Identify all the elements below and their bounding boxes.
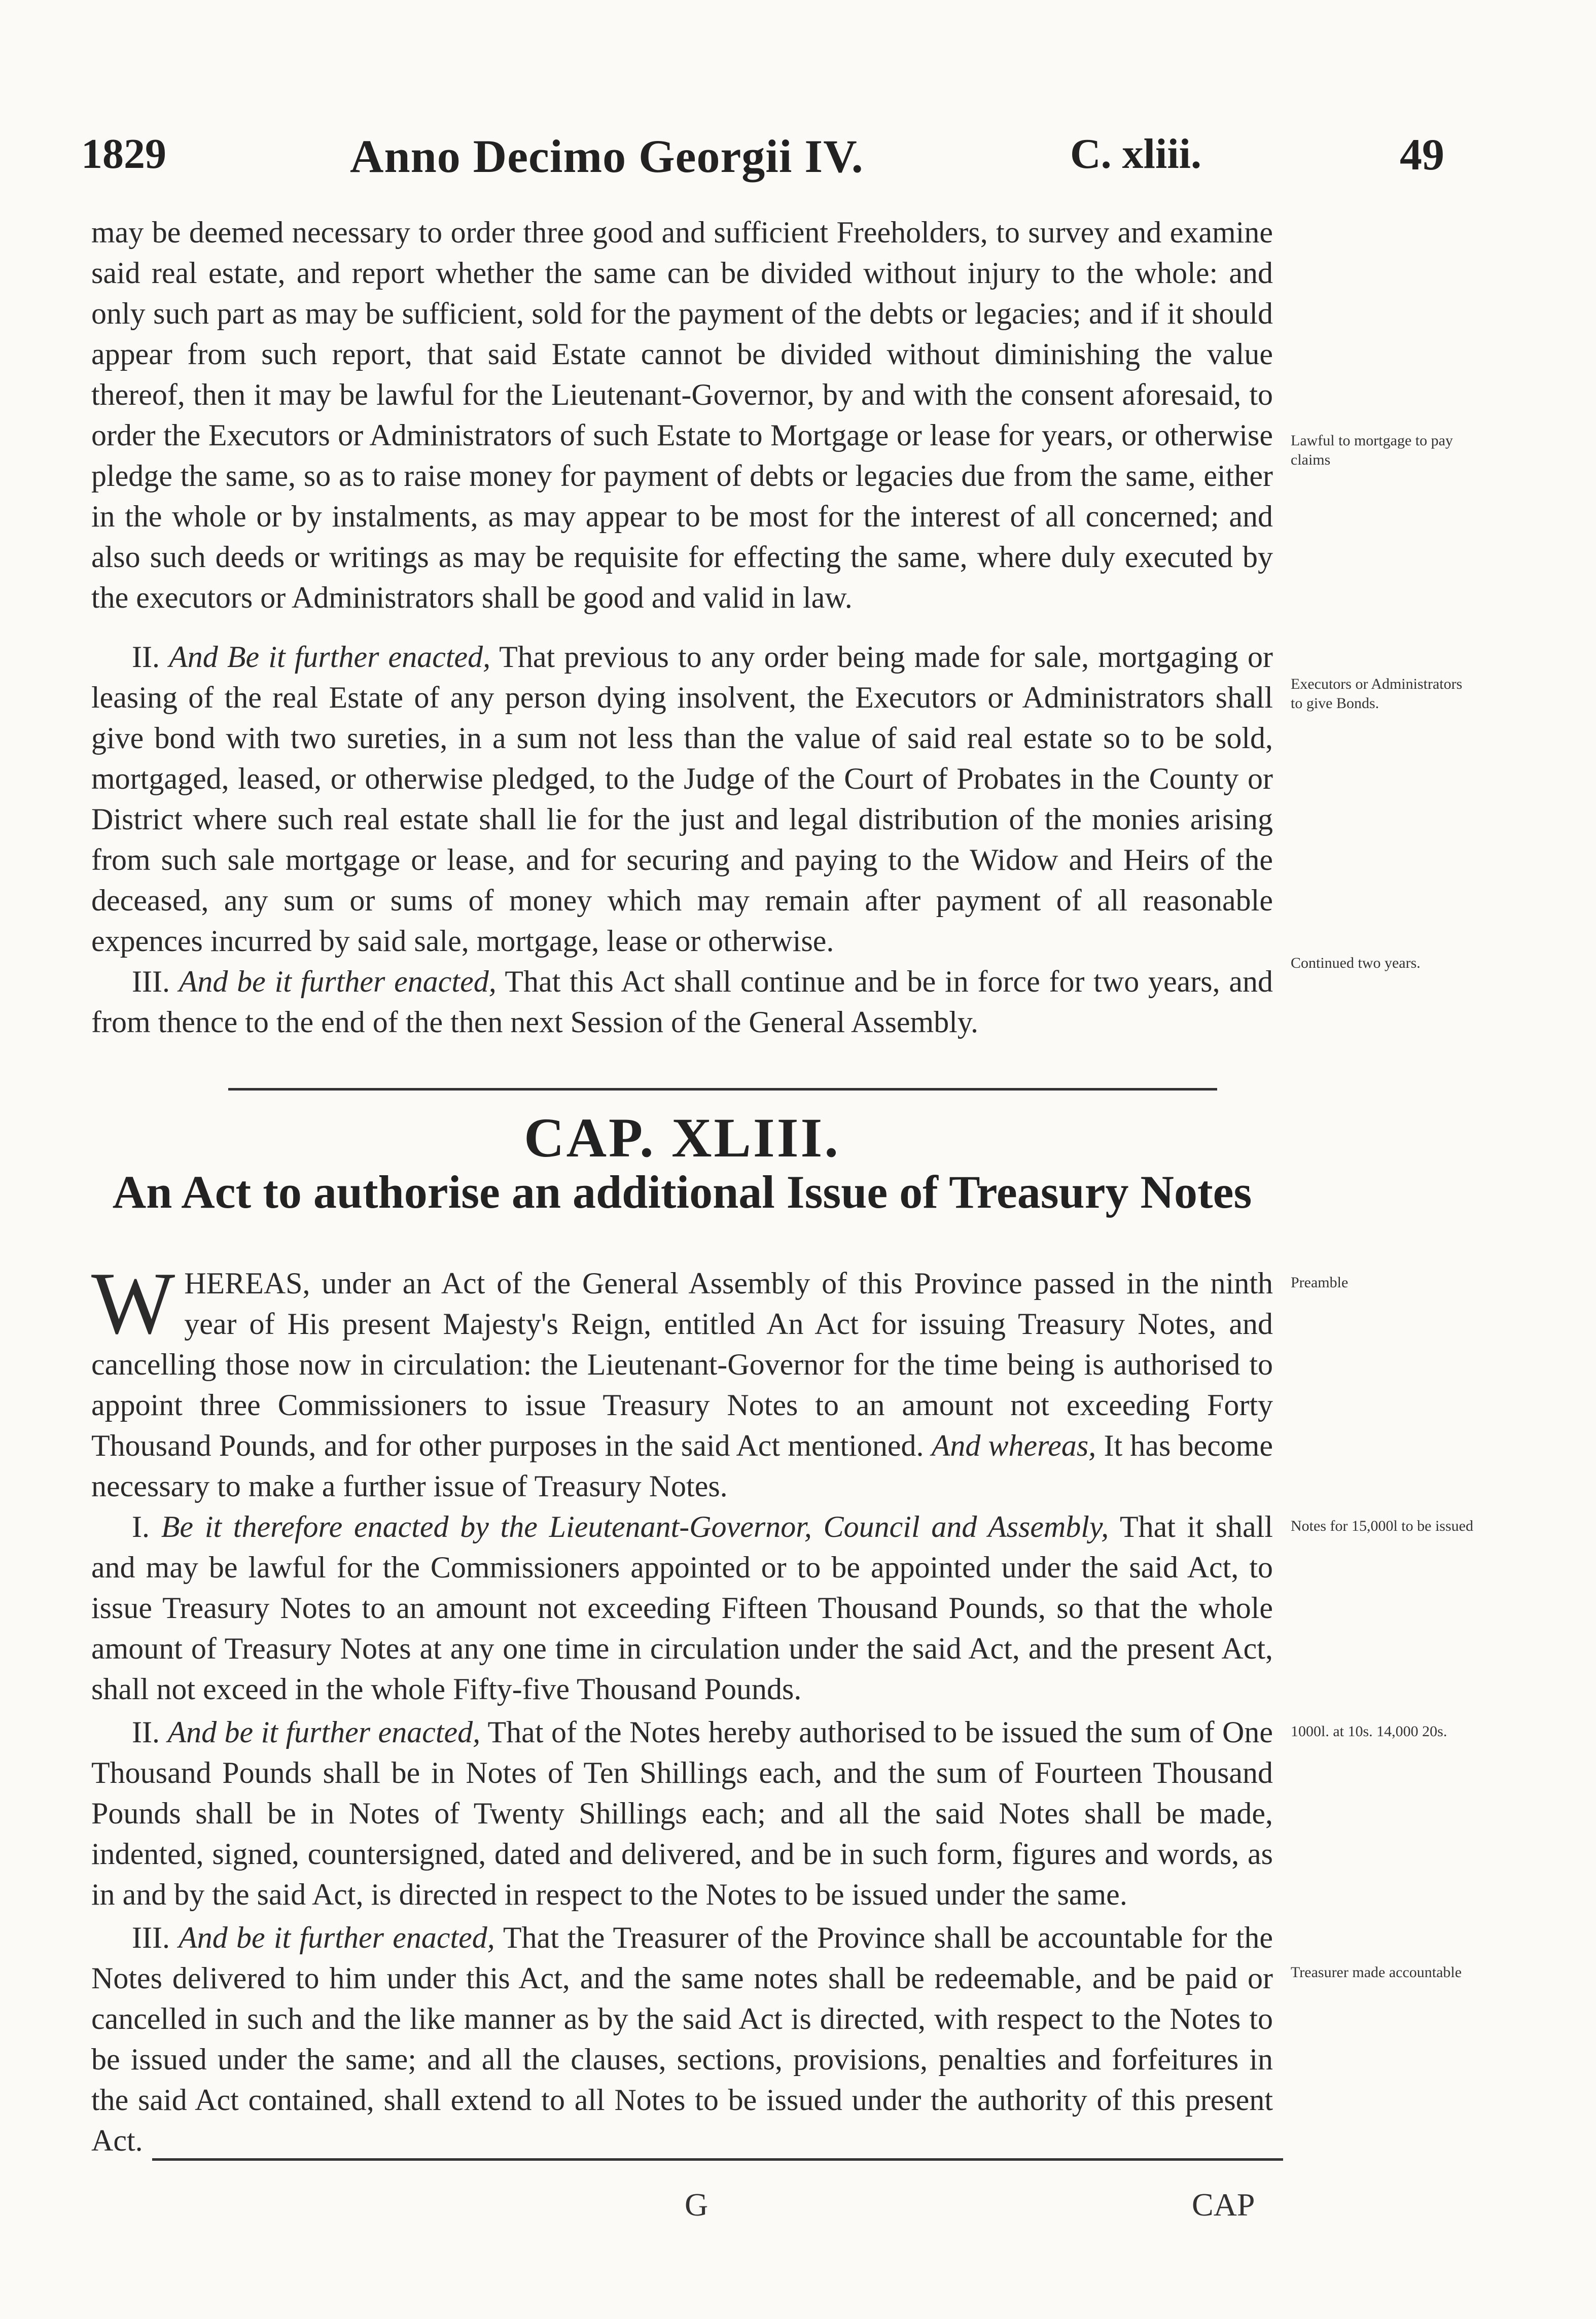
cap-section-i bbox=[91, 1506, 1273, 1709]
margin-note-denominations: 1000l. at 10s. 14,000 20s. bbox=[1291, 1723, 1447, 1740]
enacting-clause: And Be it further enacted, bbox=[169, 640, 491, 674]
enacting-clause: And be it further enacted, bbox=[179, 1921, 495, 1954]
section-numeral: II. bbox=[132, 640, 160, 674]
section-numeral: II. bbox=[132, 1715, 160, 1749]
header-chapter: C. xliii. bbox=[1070, 130, 1202, 178]
header-year: 1829 bbox=[81, 130, 166, 178]
page-number: 49 bbox=[1400, 130, 1444, 180]
margin-note-treasurer: Treasurer made accountable bbox=[1291, 1964, 1462, 1981]
section-text: That it shall and may be lawful for the Commissioners appointed or to be appointed under the said Act, to issue Treasury Notes to an amount not exceeding Fifteen Thousand Pounds, so that the whole amount of Treasury Notes at any one time in circulation under the said Act, and the present Act, shall not exceed in the whole Fifty-five Thousand Pounds. bbox=[91, 1510, 1273, 1706]
preamble bbox=[91, 1254, 1273, 1506]
margin-note-continued: Continued two years. bbox=[1291, 955, 1421, 971]
footer-rule bbox=[152, 2158, 1283, 2161]
margin-note-lawful-mortgage: Lawful to mortgage to pay claims bbox=[1291, 432, 1453, 468]
whereas-clause: And whereas, bbox=[931, 1429, 1096, 1462]
section-text: That of the Notes hereby authorised to be issued the sum of One Thousand Pounds shall be in Notes of Ten Shillings each, and the sum of Fourteen Thousand Pounds shall be in Notes of Twenty Shillings each; and all the said Notes shall be made, indented, signed, countersigned, dated and delivered, and be in such form, figures and words, as in and by the said Act, is directed in respect to the Notes to be issued under the same. bbox=[91, 1715, 1273, 1911]
enacting-clause: And be it further enacted, bbox=[179, 965, 496, 998]
section-divider bbox=[228, 1088, 1217, 1091]
running-header bbox=[81, 129, 1461, 205]
enacting-clause: And be it further enacted, bbox=[167, 1715, 481, 1749]
cap-section-iii bbox=[91, 1917, 1273, 2161]
enacting-clause: Be it therefore enacted by the Lieutenant-Governor, Council and Assembly, bbox=[161, 1510, 1109, 1543]
catchword: CAP bbox=[1192, 2187, 1255, 2223]
section-ii bbox=[91, 637, 1273, 961]
margin-note-executors-bonds: Executors or Administrators to give Bonds. bbox=[1291, 676, 1463, 712]
cap-section-ii bbox=[91, 1712, 1273, 1915]
section-numeral: III. bbox=[132, 1921, 170, 1954]
chapter-number: CAP. XLIII. bbox=[524, 1107, 840, 1169]
drop-cap: W bbox=[91, 1254, 175, 1352]
header-title: Anno Decimo Georgii IV. bbox=[350, 130, 864, 182]
preamble-end: It has become necessary to make a further issue of Treasury Notes. bbox=[91, 1429, 1273, 1503]
act-title: An Act to authorise an additional Issue of Treasury Notes bbox=[112, 1166, 1252, 1218]
margin-note-preamble: Preamble bbox=[1291, 1274, 1349, 1291]
section-iii bbox=[91, 961, 1273, 1042]
signature-mark: G bbox=[685, 2187, 708, 2223]
continued-section-text bbox=[91, 212, 1273, 618]
section-text: That previous to any order being made for sale, mortgaging or leasing of the real Estate of any person dying insolvent, the Executors or Administrators shall give bond with two sureties, in a sum not less than the value of said real estate so to be sold, mortgaged, leased, or otherwise pledged, to the Judge of the Court of Probates in the County or District where such real estate shall lie for the just and legal distribution of the monies arising from such sale mortgage or lease, and for securing and paying to the Widow and Heirs of the deceased, any sum or sums of money which may remain after payment of all reasonable expences incurred by said sale, mortgage, lease or otherwise. bbox=[91, 640, 1273, 958]
margin-note-notes-issued: Notes for 15,000l to be issued bbox=[1291, 1518, 1473, 1534]
body-paragraph: may be deemed necessary to order three good and sufficient Freeholders, to survey and examine said real estate, and report whether the same can be divided without injury to the whole: and only such part as may be sufficient, sold for the payment of the debts or legacies; and if it should appear from such report, that said Estate cannot be divided without diminishing the value thereof, then it may be lawful for the Lieutenant-Governor, by and with the consent aforesaid, to order the Executors or Administrators of such Estate to Mortgage or lease for years, or otherwise pledge the same, so as to raise money for payment of debts or legacies due from the same, either in the whole or by instalments, as may appear to be most for the interest of all concerned; and also such deeds or writings as may be requisite for effecting the same, where duly executed by the executors or Administrators shall be good and valid in law. bbox=[91, 216, 1273, 614]
section-numeral: I. bbox=[132, 1510, 150, 1543]
section-text: That this Act shall continue and be in force for two years, and from thence to the end of the then next Session of the General Assembly. bbox=[91, 965, 1273, 1039]
section-text: That the Treasurer of the Province shall be accountable for the Notes delivered to him under this Act, and the same notes shall be redeemable, and be paid or cancelled in such and the like manner as by the said Act is directed, with respect to the Notes to be issued under the same; and all the clauses, sections, provisions, penalties and forfeitures in the said Act contained, shall extend to all Notes to be issued under the authority of this present Act. bbox=[91, 1921, 1273, 2157]
preamble-text: HEREAS, under an Act of the General Assembly of this Province passed in the ninth year of His present Majesty's Reign, entitled An Act for issuing Treasury Notes, and cancelling those now in circulation: the Lieutenant-Governor for the time being is authorised to appoint three Commissioners to issue Treasury Notes to an amount not exceeding Forty Thousand Pounds, and for other purposes in the said Act mentioned. bbox=[91, 1267, 1273, 1462]
section-numeral: III. bbox=[132, 965, 170, 998]
